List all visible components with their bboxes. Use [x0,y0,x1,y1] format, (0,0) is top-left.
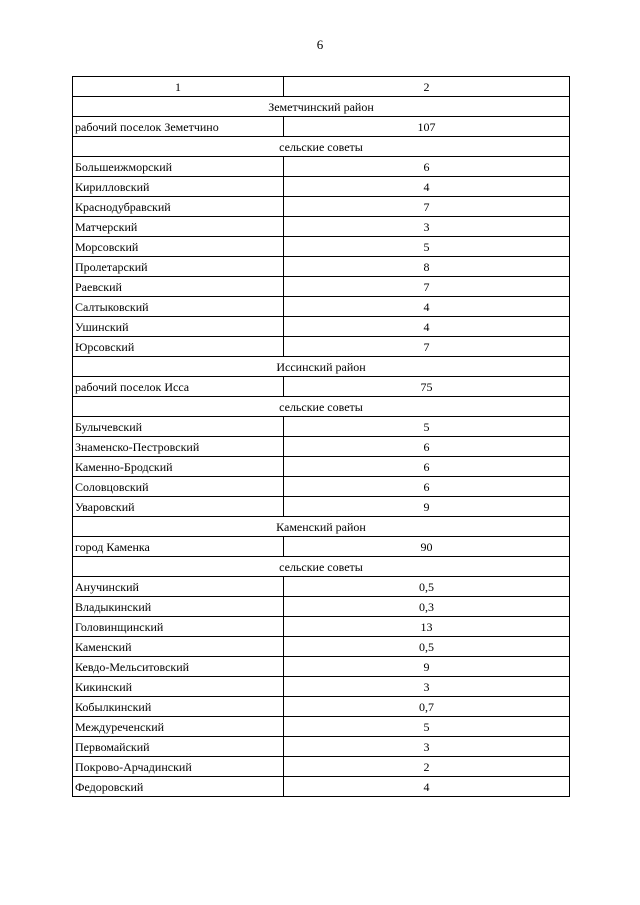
row-name-cell: Ушинский [73,317,284,337]
section-header-row [73,557,570,577]
table-row [73,617,570,637]
row-name-cell: Булычевский [73,417,284,437]
table-row [73,477,570,497]
section-title: Земетчинский район [73,97,570,117]
row-value-cell: 5 [284,417,570,437]
table-row [73,177,570,197]
row-name-cell: Кобылкинский [73,697,284,717]
row-name-cell: Морсовский [73,237,284,257]
row-value-cell: 5 [284,237,570,257]
section-title: Иссинский район [73,357,570,377]
row-value-cell: 4 [284,317,570,337]
row-name-cell: Владыкинский [73,597,284,617]
row-name-cell: Салтыковский [73,297,284,317]
section-header-row [73,137,570,157]
row-name-cell: Головинщинский [73,617,284,637]
table-row [73,497,570,517]
section-title: сельские советы [73,137,570,157]
row-name-cell: Каменский [73,637,284,657]
row-value-cell: 13 [284,617,570,637]
row-name-cell: Соловцовский [73,477,284,497]
table-row [73,417,570,437]
row-value-cell: 4 [284,177,570,197]
section-header-row [73,357,570,377]
row-value-cell: 8 [284,257,570,277]
row-name-cell: Кевдо-Мельситовский [73,657,284,677]
table-row [73,457,570,477]
row-name-cell: Юрсовский [73,337,284,357]
row-name-cell: Кирилловский [73,177,284,197]
row-name-cell: Знаменско-Пестровский [73,437,284,457]
row-name-cell: Первомайский [73,737,284,757]
section-title: Каменский район [73,517,570,537]
row-name-cell: Пролетарский [73,257,284,277]
row-value-cell: 9 [284,497,570,517]
table-row [73,277,570,297]
row-value-cell: 0,7 [284,697,570,717]
column-header-1: 1 [73,77,284,97]
table-row [73,377,570,397]
row-name-cell: Кикинский [73,677,284,697]
table-row [73,317,570,337]
row-value-cell: 6 [284,157,570,177]
table-row [73,237,570,257]
table-row [73,157,570,177]
row-value-cell: 0,5 [284,577,570,597]
section-header-row [73,97,570,117]
row-name-cell: Каменно-Бродский [73,457,284,477]
section-title: сельские советы [73,557,570,577]
row-name-cell: рабочий поселок Земетчино [73,117,284,137]
column-header-2: 2 [284,77,570,97]
table-row [73,297,570,317]
table-row [73,597,570,617]
row-value-cell: 0,3 [284,597,570,617]
table-row [73,257,570,277]
row-value-cell: 7 [284,277,570,297]
page-number: 6 [316,37,324,52]
row-value-cell: 90 [284,537,570,557]
table-row [73,677,570,697]
section-title: сельские советы [73,397,570,417]
row-value-cell: 107 [284,117,570,137]
data-table [72,76,570,797]
row-value-cell: 4 [284,777,570,797]
row-value-cell: 5 [284,717,570,737]
row-value-cell: 3 [284,677,570,697]
section-header-row [73,517,570,537]
table-row [73,577,570,597]
table-row [73,637,570,657]
table-row [73,217,570,237]
row-value-cell: 6 [284,477,570,497]
table-row [73,697,570,717]
row-name-cell: Большеижморский [73,157,284,177]
row-name-cell: Матчерский [73,217,284,237]
row-name-cell: Уваровский [73,497,284,517]
table-row [73,537,570,557]
row-name-cell: Федоровский [73,777,284,797]
row-value-cell: 3 [284,737,570,757]
row-name-cell: Раевский [73,277,284,297]
table-row [73,737,570,757]
table-row [73,117,570,137]
table-row [73,757,570,777]
row-value-cell: 7 [284,337,570,357]
row-name-cell: Покрово-Арчадинский [73,757,284,777]
row-name-cell: Краснодубравский [73,197,284,217]
table-row [73,717,570,737]
table-body [73,77,570,797]
table-header-row [73,77,570,97]
table-row [73,777,570,797]
row-name-cell: рабочий поселок Исса [73,377,284,397]
row-value-cell: 6 [284,457,570,477]
row-name-cell: Междуреченский [73,717,284,737]
row-value-cell: 7 [284,197,570,217]
table-row [73,437,570,457]
row-value-cell: 2 [284,757,570,777]
row-value-cell: 9 [284,657,570,677]
row-name-cell: Анучинский [73,577,284,597]
table-row [73,337,570,357]
table-row [73,197,570,217]
table-row [73,657,570,677]
row-value-cell: 4 [284,297,570,317]
row-name-cell: город Каменка [73,537,284,557]
row-value-cell: 0,5 [284,637,570,657]
section-header-row [73,397,570,417]
row-value-cell: 3 [284,217,570,237]
row-value-cell: 75 [284,377,570,397]
row-value-cell: 6 [284,437,570,457]
